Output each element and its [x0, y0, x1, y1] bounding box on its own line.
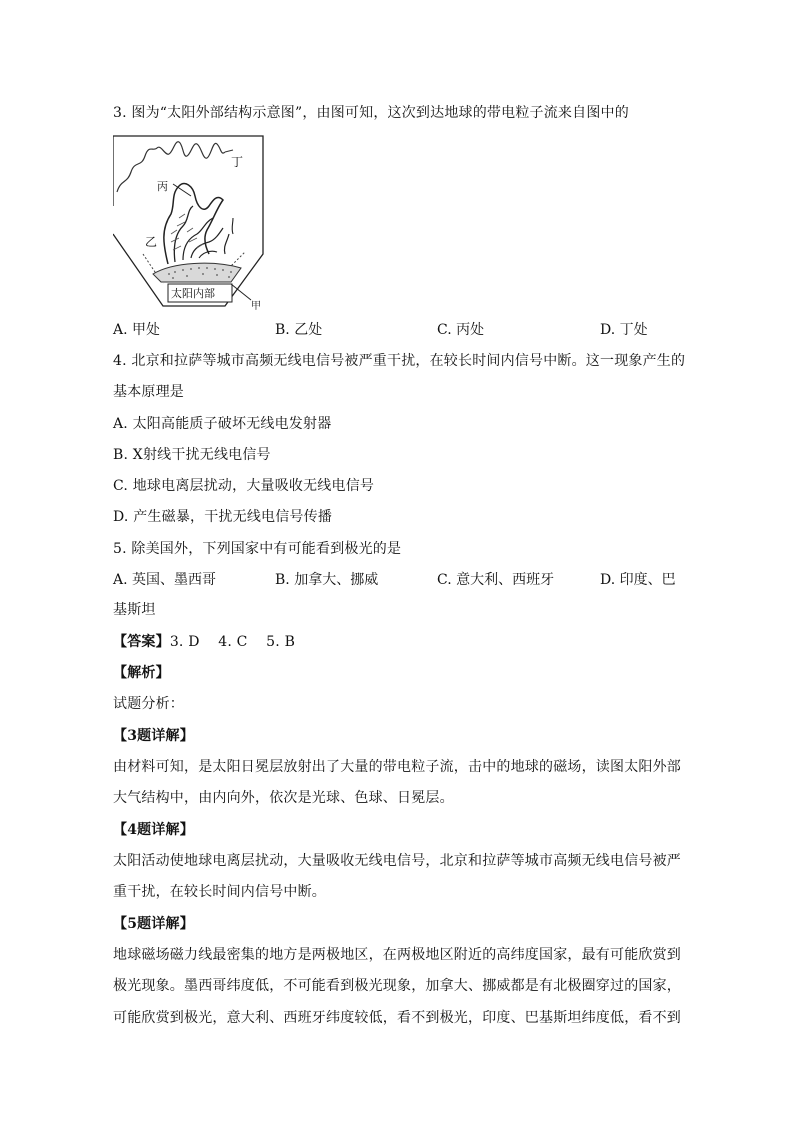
detail-3-line1: 由材料可知，是太阳日冕层放射出了大量的带电粒子流，击中的地球的磁场，读图太阳外部 — [113, 759, 681, 775]
label-bing: 丙 — [157, 180, 168, 193]
answer-line — [113, 632, 683, 652]
q5-option-b[interactable]: B. 加拿大、挪威 — [275, 572, 379, 588]
detail-3-label: 【3题详解】 — [113, 728, 194, 744]
label-yi: 乙 — [145, 235, 158, 249]
q4-option-d[interactable]: D. 产生磁暴，干扰无线电信号传播 — [113, 509, 333, 525]
q4-stem-line1: 4. 北京和拉萨等城市高频无线电信号被严重干扰，在较长时间内信号中断。这一现象产生的 — [113, 353, 686, 369]
detail-5-line1: 地球磁场磁力线最密集的地方是两极地区，在两极地区附近的高纬度国家，最有可能欣赏到 — [113, 947, 681, 963]
q5-option-c[interactable]: C. 意大利、西班牙 — [437, 572, 555, 588]
label-jia: 甲 — [251, 301, 261, 310]
q3-option-a[interactable]: A. 甲处 — [113, 322, 161, 338]
q4-stem-line2: 基本原理是 — [113, 384, 184, 400]
detail-5-label: 【5题详解】 — [113, 916, 194, 932]
q4-option-b[interactable]: B. X射线干扰无线电信号 — [113, 447, 271, 463]
answer-label: 【答案】 — [113, 634, 170, 650]
q5-option-d[interactable]: D. 印度、巴 — [600, 572, 676, 588]
q4-option-c[interactable]: C. 地球电离层扰动，大量吸收无线电信号 — [113, 478, 375, 494]
q5-option-d-wrap: 基斯坦 — [113, 602, 156, 618]
q3-option-d[interactable]: D. 丁处 — [600, 322, 648, 338]
detail-4-line1: 太阳活动使地球电离层扰动，大量吸收无线电信号，北京和拉萨等城市高频无线电信号被严 — [113, 853, 681, 869]
analysis-label: 【解析】 — [113, 665, 170, 681]
q3-option-c[interactable]: C. 丙处 — [437, 322, 485, 338]
label-ding: 丁 — [231, 155, 244, 169]
detail-5-line2: 极光现象。墨西哥纬度低，不可能看到极光现象，加拿大、挪威都是有北极圈穿过的国家， — [113, 978, 681, 994]
q3-stem: 3. 图为“太阳外部结构示意图”，由图可知，这次到达地球的带电粒子流来自图中的 — [113, 105, 629, 121]
q3-option-b[interactable]: B. 乙处 — [275, 322, 323, 338]
q5-option-a[interactable]: A. 英国、墨西哥 — [113, 572, 217, 588]
answer-text: 3. D 4. C 5. B — [169, 634, 296, 650]
sun-structure-figure — [113, 134, 265, 310]
detail-4-line2: 重干扰，在较长时间内信号中断。 — [113, 884, 326, 900]
q4-option-a[interactable]: A. 太阳高能质子破坏无线电发射器 — [113, 416, 332, 432]
detail-5-line3: 可能欣赏到极光，意大利、西班牙纬度较低，看不到极光，印度、巴基斯坦纬度低，看不到 — [113, 1010, 681, 1026]
label-inner: 太阳内部 — [171, 287, 215, 300]
q5-stem: 5. 除美国外，下列国家中有可能看到极光的是 — [113, 541, 402, 557]
detail-4-label: 【4题详解】 — [113, 822, 194, 838]
detail-3-line2: 大气结构中，由内向外，依次是光球、色球、日冕层。 — [113, 790, 454, 806]
analysis-intro: 试题分析： — [113, 696, 184, 712]
